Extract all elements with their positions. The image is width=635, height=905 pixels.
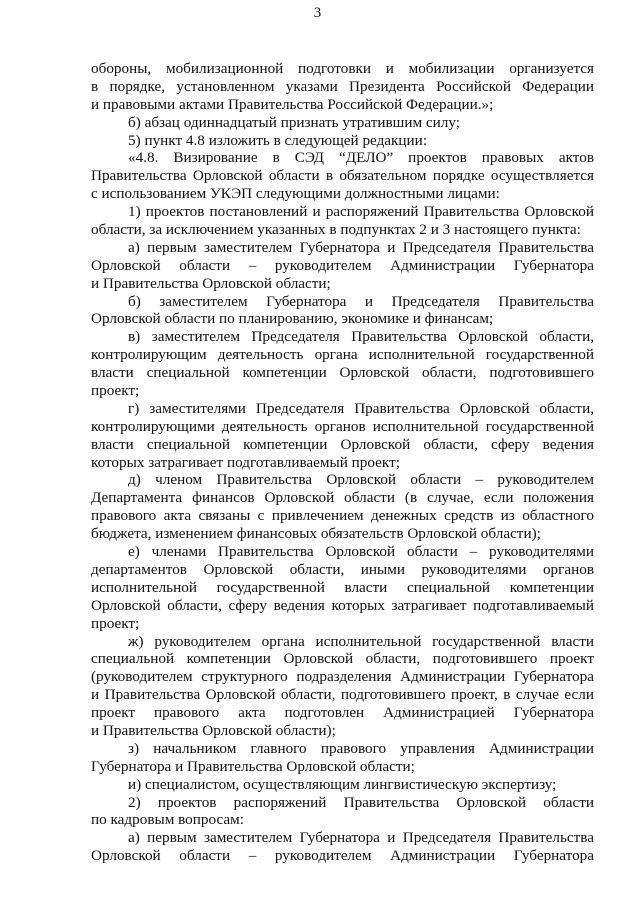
text-line: Орловской области по планированию, экономике и финансам; [91, 310, 494, 328]
text-line: с использованием УКЭП следующими должностными лицами: [91, 185, 500, 203]
text-line: специальной компетенции Орловской области, подготовившего проект [91, 650, 594, 668]
text-line: (руководителем структурного подразделения Администрации Губернатора [91, 668, 594, 686]
text-line: а) первым заместителем Губернатора и Председателя Правительства [128, 238, 594, 256]
text-line: а) первым заместителем Губернатора и Председателя Правительства [128, 829, 594, 847]
text-line: «4.8. Визирование в СЭД “ДЕЛО” проектов правовых актов [128, 149, 594, 167]
text-line: области, за исключением указанных в подпунктах 2 и 3 настоящего пункта: [91, 221, 581, 239]
text-line: проект правового акта подготовлен Администрацией Губернатора [91, 704, 594, 722]
text-line: которых затрагивает подготавливаемый проект; [91, 453, 400, 471]
text-line: 5) пункт 4.8 изложить в следующей редакции: [128, 131, 428, 149]
text-line: и Правительства Орловской области; [91, 274, 331, 292]
text-line: Правительства Орловской области в обязательном порядке осуществляется [91, 167, 594, 185]
text-line: Орловской области – руководителем Администрации Губернатора [91, 847, 594, 865]
text-line: проект; [91, 382, 140, 400]
text-line: правового акта связаны с привлечением денежных средств из областного [91, 507, 594, 525]
text-line: в порядке, установленном указами Президента Российской Федерации [91, 77, 594, 95]
text-line: исполнительной государственной власти специальной компетенции [91, 578, 594, 596]
text-line: е) членами Правительства Орловской области – руководителями [128, 543, 594, 561]
text-line: и) специалистом, осуществляющим лингвистическую экспертизу; [128, 775, 557, 793]
page-number: 3 [313, 5, 322, 21]
text-line: Департамента финансов Орловской области (в случае, если положения [91, 489, 594, 507]
text-line: Орловской области, сферу ведения которых затрагивает подготавливаемый [91, 596, 594, 614]
text-line: з) начальником главного правового управления Администрации [128, 739, 594, 757]
text-line: 1) проектов постановлений и распоряжений Правительства Орловской [128, 203, 594, 221]
text-line: б) абзац одиннадцатый признать утратившим силу; [128, 113, 460, 131]
text-line: Губернатора и Правительства Орловской области; [91, 757, 415, 775]
text-line: проект; [91, 614, 140, 632]
text-line: и правовыми актами Правительства Российской Федерации.»; [91, 95, 494, 113]
text-line: бюджета, изменением финансовых обязательств Орловской области); [91, 525, 541, 543]
text-line: в) заместителем Председателя Правительства Орловской области, [128, 328, 594, 346]
text-line: контролирующими деятельность органов исполнительной государственной [91, 417, 594, 435]
text-line: и Правительства Орловской области, подготовившего проект, в случае если [91, 686, 594, 704]
text-line: по кадровым вопросам: [91, 811, 244, 829]
text-line: г) заместителями Председателя Правительства Орловской области, [128, 399, 594, 417]
text-line: контролирующим деятельность органа исполнительной государственной [91, 346, 594, 364]
text-line: и Правительства Орловской области); [91, 721, 336, 739]
document-body [91, 60, 594, 865]
text-line: б) заместителем Губернатора и Председателя Правительства [128, 292, 594, 310]
text-line: ж) руководителем органа исполнительной государственной власти [128, 632, 594, 650]
text-line: д) членом Правительства Орловской области – руководителем [128, 471, 594, 489]
text-line: власти специальной компетенции Орловской области, подготовившего [91, 364, 594, 382]
text-line: власти специальной компетенции Орловской области, сферу ведения [91, 435, 594, 453]
text-line: департаментов Орловской области, иными руководителями органов [91, 560, 594, 578]
text-line: обороны, мобилизационной подготовки и мобилизации организуется [91, 60, 594, 77]
text-line: Орловской области – руководителем Администрации Губернатора [91, 256, 594, 274]
text-line: 2) проектов распоряжений Правительства Орловской области [128, 793, 594, 811]
